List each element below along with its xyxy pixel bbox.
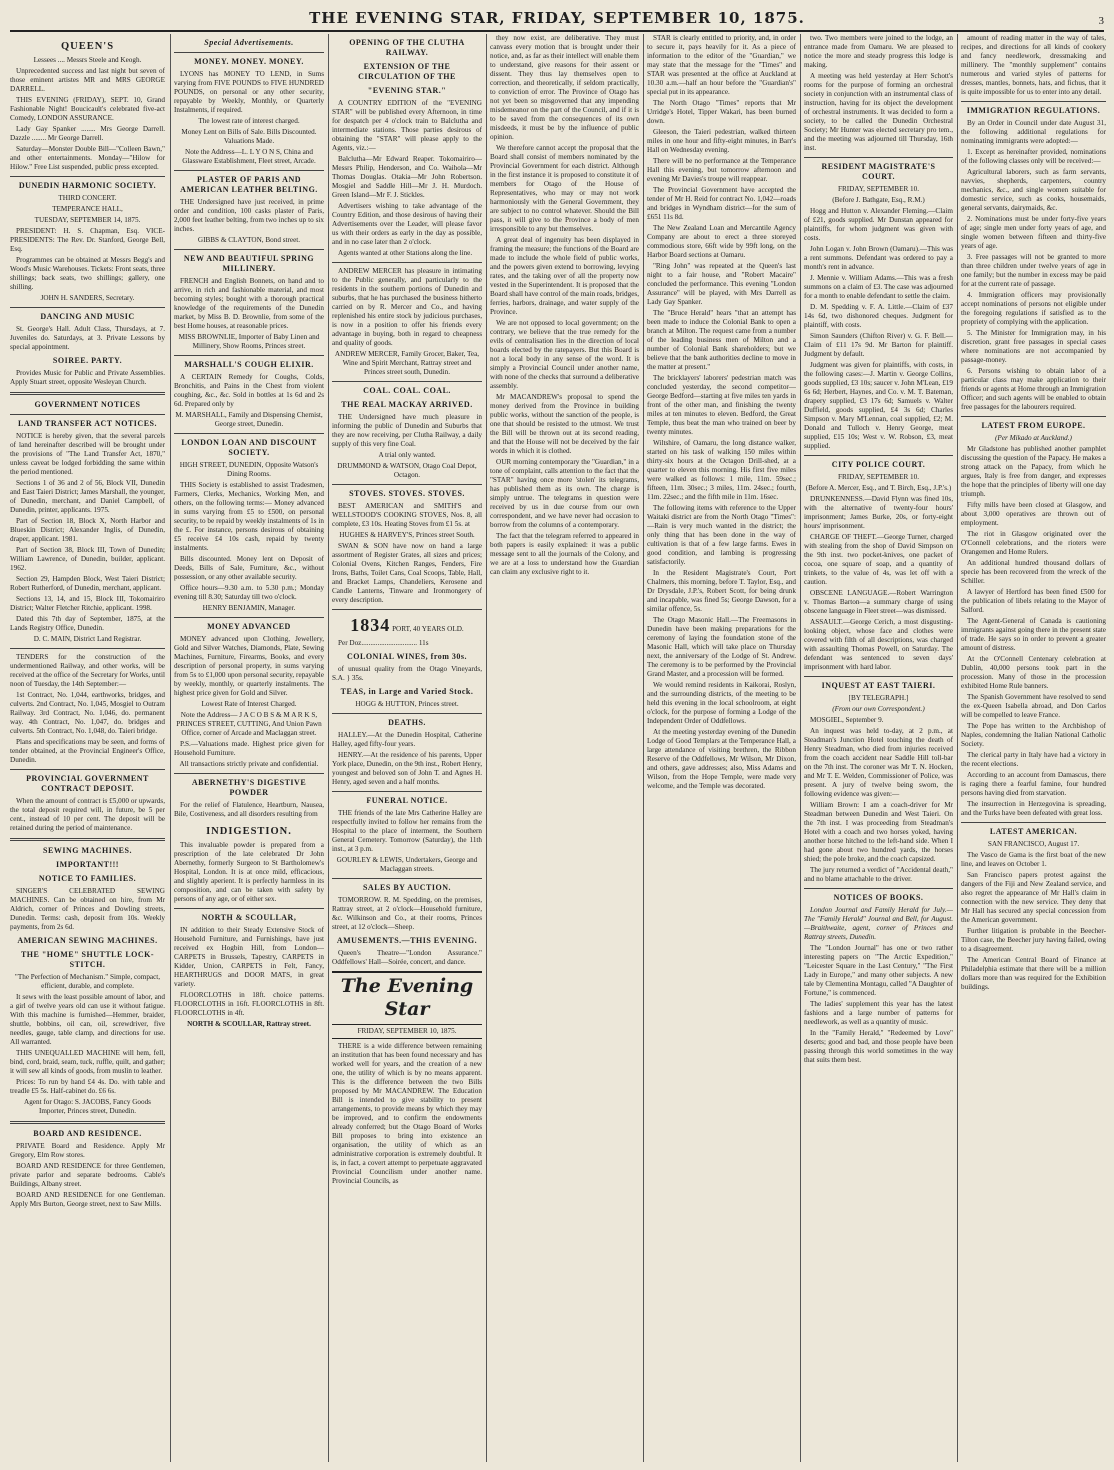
divider — [804, 157, 953, 158]
column-rule — [170, 34, 171, 1462]
text: Part of Section 18, Block X, North Harbor and Blueskin District; Alexander Inglis, of Dunedin, draper, applicant. 1981. — [10, 517, 165, 544]
divider — [332, 262, 482, 263]
paper-nameplate: The Evening Star — [332, 971, 482, 1026]
text: Dated this 7th day of September, 1875, at the Lands Registry Office, Dunedin. — [10, 615, 165, 633]
text: The riot in Glasgow originated over the O'Connell celebrations, and the rioters were Orangemen and Home Rulers. — [961, 530, 1106, 556]
text: M. MARSHALL, Family and Dispensing Chemist, George street, Dunedin. — [175, 411, 323, 428]
text: Saturday—Monster Double Bill—"Colleen Bawn," and other entertainments. Monday—"Hilow for Hilow." Free List suspended, public press excepted. — [10, 145, 165, 172]
heading: DUNEDIN HARMONIC SOCIETY. — [18, 181, 157, 191]
section-heading: BOARD AND RESIDENCE. — [33, 1129, 142, 1139]
heading: TEAS, in Large and Varied Stock. — [340, 686, 474, 696]
text: HENRY.—At the residence of his parents, Upper York place, Dunedin, on the 9th inst., Robert Henry, youngest and beloved son of John T. and Agnes H. Henry, aged seven and a half months. — [332, 750, 482, 786]
divider — [10, 1121, 165, 1124]
divider — [174, 433, 324, 434]
text: NORTH & SCOULLAR, Rattray street. — [187, 1020, 311, 1029]
text: The New Zealand Loan and Mercantile Agency Company are about to erect a three storeyed commodious store, 66ft wide by 99ft long, on the Harbor Board sections at Oamaru. — [647, 224, 796, 259]
text: Gleeson, the Taieri pedestrian, walked thirteen miles in one hour and fifty-eight minutes, in Barr's Hall on Wednesday evening. — [647, 128, 796, 154]
text: An additional hundred thousand dollars of specie has been recovered from the wreck of the Schiller. — [961, 559, 1106, 585]
heading: LAND TRANSFER ACT NOTICES. — [18, 419, 157, 429]
text: PRIVATE Board and Residence. Apply Mr Gregory, Elm Row stores. — [10, 1142, 165, 1160]
text: The "Bruce Herald" hears "that an attempt has been made to induce the Colonial Bank to open a branch at Milton. The request came from a number of the leading business men of Milton and a number of Colonial Bank shareholders; but we believe that the bank authorities decline to move in the matter at present." — [647, 309, 796, 371]
divider — [804, 455, 953, 456]
text: Unprecedented success and last night but seven of those eminent artistes MR and MRS GEORGE DARRELL. — [10, 67, 165, 94]
text: Per Doz............................... 11s — [338, 638, 429, 647]
heading: THE REAL MACKAY ARRIVED. — [341, 400, 473, 409]
text: Simon Saunders (Chifton River) v. G. F. Bell.—Claim of £11 17s 9d. Mr Barton for plaintiff. Judgment by default. — [804, 332, 953, 358]
text: It sews with the least possible amount of labor, and a girl of twelve years old can use it without fatigue. With this machine is furnished—Hemmer, braider, shuttle, bobbins, oil can, oil, screwdriver, five needles, gauge, table clamp, and directions for use. All warranted. — [10, 993, 165, 1047]
text: THERE is a wide difference between remaining an institution that has been found necessary and has worked well for years, and the creation of a new one, the utility of which is by no means apparent. This is the difference between the two Bills proposed by Mr MACANDREW. The Education Bill is intended to give stability to present arrangements, to provide means by which they may be improved, and to confirm the endowments already conferred; but the Otago Board of Works Bill proposes to bring into existence an organisation, the utility of which as an administrative corporation is extremely doubtful. It is, in fact, a covert attempt to perpetuate aggravated Provincial Councilism under another name. Provincial Councils, as — [332, 1042, 482, 1185]
text: FLOORCLOTHS in 18ft. choice patterns. FLOORCLOTHS in 16ft. FLOORCLOTHS in 8ft. FLOORCLOTHS in 4ft. — [174, 991, 324, 1018]
text: ANDREW MERCER has pleasure in intimating to the Public generally, and particularly to the residents in the southern portions of Dunedin and suburbs, that he has purchased the business hitherto carried on by R. Mercer and Co., and having replenished his entire stock by judicious purchases, is now in a position to offer his friends every advantage in buying, both in regard to cheapness and quality of goods. — [332, 267, 482, 347]
heading: NEW AND BEAUTIFUL SPRING MILLINERY. — [183, 254, 315, 273]
text: BOARD AND RESIDENCE for three Gentlemen, private parlor and separate bedrooms. Cable's Buildings, Albany street. — [10, 1162, 165, 1189]
text: amount of reading matter in the way of tales, recipes, and directions for all kinds of cookery and fancy needlework, dressmaking and millinery. The "monthly supplement" contains numerous and varied styles of patterns for dresses, mantles, bonnets, hats, and fichus, that it is quite impossible for us to enter into any detail. — [961, 34, 1106, 96]
text: A meeting was held yesterday at Herr Schott's rooms for the purpose of forming an orchestral society in conjunction with an instrumental class of instruction, having for its object the development of orchestral instruments. It was decided to form a society, to be called the Dunedin Orchestral Society; Mr Hunter was elected secretary pro tem., and the meeting was adjourned till Thursday, 16th inst. — [804, 72, 953, 152]
text: The American Central Board of Finance at Philadelphia estimate that there will be a million dollars more than was required for the Exhibition buildings. — [961, 956, 1106, 991]
column-rule — [328, 34, 329, 1462]
text: STAR is clearly entitled to priority, and, in order to secure it, pays heavily for it. As a piece of information to the editor of the "Guardian," we may state that the message for the "Times" and STAR was presented at the office at Auckland at 10.30 a.m.—half an hour before the "Guardian's" special put in its appearance. — [647, 34, 796, 96]
text: 4. Immigration officers may provisionally accept nominations of persons not eligible under the foregoing regulations if satisfied as to the propriety of complying with the application. — [961, 291, 1106, 326]
text: MISS BROWNLIE, Importer of Baby Linen and Millinery, Show Rooms, Princes street. — [178, 333, 320, 350]
text: A COUNTRY EDITION of the "EVENING STAR" will be published every Afternoon, in time for despatch per 4 o'clock train to Balclutha and intermediate stations. Those parties desirous of obtaining the "STAR" will please apply to the Agents, viz.:— — [332, 99, 482, 152]
text: OUR morning contemporary the "Guardian," in a tone of complaint, calls attention to the fact that the "STAR" having once more 'stolen' its telegrams, has published them as its own. The charge is simply untrue. The telegrams in question were received by us in due course from our own correspondent, and we have never had occasion to borrow from the columns of a contemporary. — [490, 458, 639, 529]
text: ANDREW MERCER, Family Grocer, Baker, Tea, Wine and Spirit Merchant, Rattray street and Princes street south, Dunedin. — [334, 350, 480, 376]
text: Agricultural laborers, such as farm servants, navvies, shepherds, carpenters, country mechanics, &c., and single women suitable for domestic service, such as cooks, housemaids, general servants, dairymaids, &c. — [961, 168, 1106, 212]
text: The following items with reference to the Upper Waitaki district are from the North Otago "Times":—Rain is very much wanted in the district; the only thing that has been done in the way of cultivation is that of a few large farms. Ewes in good condition, and lambing is progressing satisfactorily. — [647, 504, 796, 566]
text: According to an account from Damascus, there is raging there a fearful famine, four hundred persons having died from starvation. — [961, 771, 1106, 797]
text: The lowest rate of interest charged. — [198, 117, 300, 125]
text: By an Order in Council under date August 31, the following additional regulations for nominating immigrants were adopted:— — [961, 119, 1106, 145]
heading: EXTENSION OF THE CIRCULATION OF THE — [358, 62, 456, 81]
text: DRUNKENNESS.—David Flynn was fined 10s, with the alternative of twenty-four hours' imprisonment; James Burke, 20s, or forty-eight hours' imprisonment. — [804, 495, 953, 530]
divider — [332, 381, 482, 382]
heading: DANCING AND MUSIC — [40, 312, 135, 322]
divider — [10, 392, 165, 395]
text: The "London Journal" has one or two rather interesting papers on "The Arctic Expedition," "Leicester Square in the Last Century," "The First Lady in Europe," and many other subjects. A new tale by Clementina Montagu, called "A Daughter of Fortune," is commenced. — [804, 944, 953, 997]
text: (From our own Correspondent.) — [832, 705, 925, 713]
text: THE friends of the late Mrs Catherine Halley are respectfully invited to follow her remains from the Hospital to the place of interment, the Southern General Cemetery. Tomorrow (Saturday), the 11th inst., at 3 p.m. — [332, 808, 482, 853]
text: The Pope has written to the Archbishop of Naples, condemning the Italian National Catholic Society. — [961, 722, 1106, 748]
divider — [174, 908, 324, 909]
heading: MONEY ADVANCED — [207, 622, 291, 631]
text: The insurrection in Herzegovina is spreading, and the Turks have been defeated with great loss. — [961, 800, 1106, 817]
text: LYONS has MONEY TO LEND, in Sums varying from FIVE POUNDS to FIVE HUNDRED POUNDS, on personal or any other security, repayable by Weekly, Monthly, or Quarterly Instalments, if required. — [174, 70, 324, 114]
column-1 — [10, 34, 165, 1462]
column-rule — [486, 34, 487, 1462]
text: London Journal and Family Herald for July.—The "Family Herald" Journal and Bell, for August.—Braithwaite, agent, corner of Princes and Rattray streets, Dunedin. — [804, 906, 953, 941]
text: BEST AMERICAN and SMITH'S and WELLSTOOD'S COOKING STOVES, Nos. 8, all complete, £3 10s. Heating Stoves from £1 5s. at — [332, 502, 482, 528]
heading: CITY POLICE COURT. — [831, 460, 926, 469]
text: The bricklayers' laborers' pedestrian match was concluded yesterday, the second competitor—George Bedford—starting at five miles ten yards in front of the other man, and finishing the twenty miles at ten minutes to eleven. Bedford, the Great Temple, thus beat the man who trained on beer by twenty minutes. — [647, 374, 796, 436]
heading: AMERICAN SEWING MACHINES. — [17, 936, 158, 946]
divider — [174, 355, 324, 356]
text: THIS EVENING (FRIDAY), SEPT. 10, Grand Fashionable Night! Boucicault's celebrated five-act Comedy, LONDON ASSURANCE. — [10, 96, 165, 123]
text: THIS Society is established to assist Tradesmen, Farmers, Clerks, Mechanics, Working Men, and others, on the following terms:— Money advanced in sums varying from £5 to £500, on personal security, to be repaid by weekly instalments of 1s in the £. For instance, persons desirous of obtaining £5 receive £4 10s cash, repaid by twenty instalments. — [174, 481, 324, 552]
text: they now exist, are deliberative. They must canvass every motion that is brought under their notice, and, as far as their intellect will enable them to understand, give reasons for their assent or dissent. They thus lay themselves open to correction, and theoretically, if seldom practically, to conviction of error. The Province of Otago has not yet been so misgoverned that any impending misdemeanor on the part of the Council, and if it is to be saved from the consequences of its own misdeeds, it must be by the influence of public opinion. — [490, 34, 639, 141]
text: Mr Gladstone has published another pamphlet discussing the question of the Papacy. He makes a strong attack on the Papacy, from which he argues, Italy is free from danger, and expresses the hope that the principles of liberty will one day triumph. — [961, 445, 1106, 498]
divider — [174, 249, 324, 250]
text: In the Resident Magistrate's Court, Port Chalmers, this morning, before T. Taylor, Esq., and Dr Drysdale, J.P.'s, Robert Scott, for being drunk and incapable, was fined 5s; George Dawson, for a similar offence, 5s. — [647, 569, 796, 613]
text: THE Undersigned have much pleasure in informing the public of Dunedin and Suburbs that they are now receiving, per Clutha Railway, a daily supply of this very fine Coal. — [332, 413, 482, 448]
text: TOMORROW. R. M. Spedding, on the premises, Rattray street, at 2 o'clock—Household furniture, &c. Wilkinson and Co., at their rooms, Princes street, at 12 o'clock—Sheep. — [332, 895, 482, 931]
divider — [174, 773, 324, 774]
text: John Logan v. John Brown (Oamaru).—This was a rent summons. Defendant was ordered to pay a month's rent in advance. — [804, 245, 953, 271]
text: GOURLEY & LEWIS, Undertakers, George and Maclaggan streets. — [336, 855, 478, 873]
text: San Francisco papers protest against the dangers of the Fiji and New Zealand service, and also regret the appearance of Mr Hall's claim in connection with the new service. They deny that Mr Hall has secured any special concession from the American government. — [961, 871, 1106, 924]
divider — [10, 769, 165, 770]
text: THIS UNEQUALLED MACHINE will hem, fell, bind, cord, braid, seam, tuck, ruffle, quilt, and gather; it will sew all kinds of goods, from muslin to leather. — [10, 1049, 165, 1076]
text: A trial only wanted. — [378, 451, 436, 459]
text: THIRD CONCERT. — [58, 194, 117, 203]
text: The fact that the telegram referred to appeared in both papers is easily explained: it was a public message sent to all the journals of the Colony, and we are at a loss to understand how the Guardian can claim any exclusive right to it. — [490, 532, 639, 576]
text: D. M. Spedding v. F. A. Little.—Claim of £37 14s 6d, two dishonored cheques. Judgment for plaintiff, with costs. — [804, 303, 953, 329]
divider — [332, 484, 482, 485]
text: SWAN & SON have now on hand a large assortment of Register Grates, all sizes and prices; Colonial Ovens, Kitchen Ranges, Fenders, Fire Irons, Baths, Toilet Cans, Coal Scoops, Table, Hall, and Bracket Lamps, Chandeliers, Kerosene and Candle Lanterns, Tinware and Ironmongery of every description. — [332, 542, 482, 604]
column-2 — [174, 34, 324, 1462]
divider — [10, 307, 165, 308]
text: We would remind residents in Kaikorai, Roslyn, and the surrounding districts, of the meeting to be held this evening in the local schoolroom, at eight o'clock, for the purpose of forming a Lodge of the Independent Order of Oddfellows. — [647, 681, 796, 725]
divider — [961, 822, 1106, 823]
divider — [961, 416, 1106, 417]
text: (Before J. Bathgate, Esq., R.M.) — [832, 196, 925, 204]
text: GIBBS & CLAYTON, Bond street. — [197, 236, 301, 244]
text: The ladies' supplement this year has the latest fashions and a large number of patterns for needlework, as well as a quantity of music. — [804, 1000, 953, 1026]
text: CHARGE OF THEFT.—George Turner, charged with stealing from the shop of David Simpson on the 9th inst. two pocket-knives, one packet of cocoa, one square of soap, and a quantity of trinkets, to the value of 4s, was let off with a caution. — [804, 533, 953, 586]
text: THE Undersigned have just received, in prime order and condition, 100 casks plaster of Paris, 2,000 feet leather belting, from two inches up to six inches. — [174, 198, 324, 233]
text: SAN FRANCISCO, August 17. — [987, 840, 1080, 848]
text: The Provincial Government have accepted the tender of Mr H. Reid for contract No. 1,042—roads and bridges in Wyndham district—for the sum of £651 11s 8d. — [647, 186, 796, 221]
section-heading: GOVERNMENT NOTICES — [34, 400, 141, 410]
section-heading: Special Advertisements. — [204, 38, 294, 47]
text: For the relief of Flatulence, Heartburn, Nausea, Bile, Costiveness, and all disorders resulting from — [174, 801, 324, 818]
column-rule — [957, 34, 958, 1462]
divider — [10, 414, 165, 415]
text: Lessees .... Messrs Steele and Keogh. — [33, 56, 142, 65]
column-rule — [800, 34, 801, 1462]
text: St. George's Hall. Adult Class, Thursdays, at 7. Juveniles do. Saturdays, at 3. Private Lessons by special appointment. — [10, 325, 165, 352]
divider — [174, 52, 324, 53]
text: 1st Contract, No. 1,044, earthworks, bridges, and culverts. 2nd Contract, No. 1,045, Mosgiel to Outram Railway. 3rd Contract, No. 1,046, do. permanent way. 4th Contract, No. 1,047, do. bridges and culverts. 5th Contract, No. 1,048, do. Taieri bridge. — [10, 691, 165, 736]
text: We are not opposed to local government; on the contrary, we believe that the true remedy for the evils of centralisation lies in the direction of local boards elected by the ratepayers. But this Board is not a local body in any sense of the word. It is simply a Provincial Council under another name, with none of the checks that surround a deliberative assembly. — [490, 319, 639, 390]
column-5 — [647, 34, 796, 1462]
text: William Brown: I am a coach-driver for Mr Steadman between Dunedin and West Taieri. On the 7th inst. I was proceeding from Steadman's Hotel with a coach and two horses yoked, having another horse hitched to the left-hand side. When I had gone about two hundred yards, the horses shied; the pole broke, and the coach capsized. — [804, 801, 953, 863]
divider — [961, 101, 1106, 102]
text: Money Lent on Bills of Sale. Bills Discounted. Valuations Made. — [181, 128, 317, 145]
text: We therefore cannot accept the proposal that the Board shall consist of members nominated by the Provincial Government for each district. Although in the first instance it is proposed to constitute it of members for Otago of the House of Representatives, who may or may not work harmoniously with the General Government, they are subject to no control whatever. Should the Bill pass, it will give to the Province a body of men irresponsible to any but themselves. — [490, 144, 639, 233]
text: The Spanish Government have resolved to send the ex-Queen Isabella abroad, and Don Carlos will be compelled to leave France. — [961, 693, 1106, 719]
text: Further litigation is probable in the Beecher-Tilton case, the Beecher jury having failed, owing to a disagreement. — [961, 927, 1106, 953]
text: Queen's Theatre—"London Assurance." Oddfellows' Hall—Soirée, concert, and dance. — [332, 948, 482, 966]
text: MOSGIEL, September 9. — [810, 716, 884, 724]
heading: FUNERAL NOTICE. — [366, 795, 448, 805]
text: "The Perfection of Mechanism." Simple, compact, efficient, durable, and complete. — [14, 973, 161, 991]
text: P.S.—Valuations made. Highest price given for Household Furniture. — [174, 740, 324, 757]
heading: MARSHALL'S COUGH ELIXIR. — [184, 360, 314, 369]
heading: IMMIGRATION REGULATIONS. — [966, 106, 1101, 115]
text: 1. Except as hereinafter provided, nominations of the following classes only will be received:— — [961, 148, 1106, 165]
text: There will be no performance at the Temperance Hall this evening, but tomorrow afternoon and evening Mr Davies's troupe will reappear. — [647, 157, 796, 183]
divider — [332, 713, 482, 714]
column-4 — [490, 34, 639, 1462]
divider — [10, 838, 165, 841]
text: The Vasco de Gama is the first boat of the new line, and leaves on October 1. — [961, 851, 1106, 868]
heading: COAL. COAL. COAL. — [363, 386, 451, 395]
text: Lady Gay Spanker ........ Mrs George Darrell. Dazzle ........ Mr George Darrell. — [10, 125, 165, 143]
text: D. C. MAIN, District Land Registrar. — [33, 635, 142, 644]
divider — [174, 170, 324, 171]
text: "Ring John" was repeated at the Queen's last night to a fair house, and "Robert Macaire" concluded the performance. This evening "London Assurance" will be played, with Mrs Darrell as Lady Gay Spanker. — [647, 262, 796, 306]
text: Sections 1 of 36 and 2 of 56, Block VII, Dunedin and East Taieri District; James Marshall, the younger, of Dunedin, merchant, and Daniel Campbell, of Dunedin, printer, applicants. 1975. — [10, 479, 165, 515]
text: Bills discounted. Money lent on Deposit of Deeds, Bills of Sale, Furniture, &c., without possession, or any other available security. — [174, 555, 324, 581]
text: Agents wanted at other Stations along the line. — [338, 249, 473, 257]
text: Fifty mills have been closed at Glasgow, and about 3,000 operatives are thrown out of employment. — [961, 501, 1106, 527]
column-rule — [643, 34, 644, 1462]
text: FRENCH and English Bonnets, on hand and to arrive, in rich and fashionable material, and most becoming styles; bought with a thorough practical knowledge of the requirements of the Dunedin market, by Miss B. D. Brownlie, from some of the best Home houses, at reasonable prices. — [174, 277, 324, 330]
text: Agent for Otago: S. JACOBS, Fancy Goods Importer, Princes street, Dunedin. — [24, 1098, 151, 1116]
column-6 — [804, 34, 953, 1462]
text: A great deal of ingenuity has been displayed in framing the measure; the functions of the Board are made to include the whole field of public works, and the powers given extend to borrowing, levying rates, and the taking over of all the property now vested in the Superintendent. It is proposed that the Board shall have control of the main roads, bridges, ferries, harbors, drainage, and water supply of the Province. — [490, 236, 639, 316]
text: This invaluable powder is prepared from a prescription of the late celebrated Dr John Abernethy, formerly Surgeon to St Bartholomew's Hospital, London. It is at once mild, efficacious, and slightly aperient. It is perfectly harmless in its composition, and can be taken with safety by persons of any age, or of either sex. — [174, 841, 324, 904]
divider — [332, 609, 482, 610]
text: Plans and specifications may be seen, and forms of tender obtained, at the Provincial Engineer's Office, Dunedin. — [10, 738, 165, 765]
text: HENRY BENJAMIN, Manager. — [202, 604, 296, 612]
heading: NORTH & SCOULLAR, — [201, 913, 297, 923]
text: Hogg and Hutton v. Alexander Fleming.—Claim of £21, goods supplied. Mr Dunstan appeared for plaintiffs, for whom judgment was given with costs. — [804, 207, 953, 242]
text: HOGG & HUTTON, Princes street. — [355, 699, 459, 708]
text: Office hours—9.30 a.m. to 5.30 p.m.; Monday evening till 8.30; Saturday till two o'clock. — [174, 584, 324, 601]
text: ASSAULT.—George Cerich, a most disgusting-looking object, whose face and clothes were covered with filth of all descriptions, was charged with assaulting Thomas Powell, on Saturday. The defendant was sentenced to seven days' imprisonment with hard labor. — [804, 618, 953, 671]
heading: NOTICES OF BOOKS. — [833, 893, 924, 902]
text: 5. The Minister for Immigration may, in his discretion, grant free passages in special cases where nominations are not accompanied by passage-money. — [961, 329, 1106, 364]
heading: LONDON LOAN AND DISCOUNT SOCIETY. — [181, 438, 317, 457]
text: TEMPERANCE HALL, — [52, 205, 123, 214]
text: [BY TELEGRAPH.] — [848, 694, 909, 702]
text: OBSCENE LANGUAGE.—Robert Warrington v. Thomas Barton—a summary charge of using obscene language in Fleet street—was dismissed. — [804, 589, 953, 615]
text: Note the Address— J A C O B S & M A R K S, PRINCES STREET, CUTTING, And Union Pawn Office, corner of Arcade and Maclaggan street. — [176, 711, 322, 737]
page-number: 3 — [1098, 15, 1104, 27]
heading: NOTICE TO FAMILIES. — [38, 874, 137, 884]
text: 2. Nominations must be under forty-five years of age; single men under forty years of age, and single women between fifteen and thirty-five years of age. — [961, 215, 1106, 250]
heading: PROVINCIAL GOVERNMENT CONTRACT DEPOSIT. — [26, 774, 149, 794]
text: two. Two members were joined to the lodge, an entrance made from Oamaru. We are pleased to notice the more and steady progress this lodge is making. — [804, 34, 953, 69]
section-heading: SEWING MACHINES. — [43, 846, 132, 856]
text: FRIDAY, SEPTEMBER 10. — [837, 185, 920, 193]
heading: DEATHS. — [388, 717, 426, 727]
text: HUGHES & HARVEY'S, Princes street South. — [339, 531, 475, 539]
text: In the "Family Herald," "Redeemed by Love" deserts; good and bad, and those people have been passing through this world sometimes in the way that suits them best. — [804, 1029, 953, 1064]
masthead — [10, 4, 1104, 32]
divider — [332, 791, 482, 792]
masthead-title: THE EVENING STAR, FRIDAY, SEPTEMBER 10, 1875. — [309, 9, 805, 27]
text: (Before A. Mercer, Esq., and T. Birch, Esq., J.P.'s.) — [805, 484, 952, 492]
text: BOARD AND RESIDENCE for one Gentleman. Apply Mrs Burton, George street, next to Saw Mills. — [10, 1191, 165, 1209]
text: At the meeting yesterday evening of the Dunedin Lodge of Good Templars at the Temperance Hall, a large attendance of visiting brethren, the Ribbon Reserve of the Oddfellows, Mr Wilson, Mr Dixon, and others, gave addresses; also, Miss Adams and Wilson, from the Hope Temple, were made very welcome, and the Temple was decorated. — [647, 728, 796, 790]
text: Wiltshire, of Oamaru, the long distance walker, started on his task of walking 150 miles within thirty-six hours at the Octagon Drill-shed, at a quarter to eleven this morning. His first five miles were walked as follows: 1 mile, 11m. 59sec.; fifteen, 11m. 30sec.; 3 miles, 11m. 24sec.; fourth, 11m. 22sec.; and the fifth mile in 11m. 16sec. — [647, 439, 796, 501]
text: NOTICE is hereby given, that the several parcels of land hereinafter described will be brought under the provisions of "The Land Transfer Act, 1870," unless caveat be lodged forbidding the same within the period mentioned. — [10, 432, 165, 477]
heading: OPENING OF THE CLUTHA RAILWAY. — [349, 38, 465, 57]
heading: 1834 — [350, 615, 391, 635]
text: All transactions strictly private and confidential. — [179, 760, 319, 768]
text: Sections 13, 14, and 15, Block III, Tokomairiro District; Walter Fletcher Ritchie, applicant. 1998. — [10, 595, 165, 613]
divider — [332, 878, 482, 879]
text: Provides Music for Public and Private Assemblies. Apply Stuart street, opposite Wesleyan Church. — [10, 369, 165, 387]
heading: INDIGESTION. — [206, 826, 292, 837]
divider — [804, 676, 953, 677]
text: The clerical party in Italy have had a victory in the recent elections. — [961, 751, 1106, 768]
text: An inquest was held to-day, at 2 p.m., at Steadman's Junction Hotel touching the death of Henry Steadman, who died from injuries received from the coach accident near Saddle Hill toll-bar on the 7th inst. The coroner was Mr T. N. Hocken, and Mr T. E. Welden, Commissioner of Police, was present. A jury of twelve being sworn, the following evidence was given:— — [804, 727, 953, 798]
text: DRUMMOND & WATSON, Otago Coal Depot, Octagon. — [337, 462, 477, 479]
text: TENDERS for the construction of the undermentioned Railway, and other works, will be received at the office of the Secretary for Works, until noon of Tuesday, the 14th September:— — [10, 653, 165, 689]
text: PRESIDENT: H. S. Chapman, Esq. VICE-PRESIDENTS: The Rev. Dr. Stanford, George Bell, Esq. — [10, 227, 165, 254]
text: HIGH STREET, DUNEDIN, Opposite Watson's Dining Rooms. — [179, 461, 319, 478]
heading: INQUEST AT EAST TAIERI. — [821, 681, 936, 690]
text: Advertisers wishing to take advantage of the Country Edition, and those desirous of having their Advertisements over the Leader, will please favor us with their orders as early in the day as possible, and in no case later than 2 o'clock. — [332, 202, 482, 246]
text: Balclutha—Mr Edward Reaper. Tokomairiro—Messrs Philip, Henderson, and Co. Waihola—Mr Thomas Douglas. Otakia—Mr John Robertson. Mosgiel and Saddle Hill—Mr J. H. Murdoch. Green Island—Mr F. J. Stickles. — [332, 155, 482, 199]
heading: COLONIAL WINES, from 30s. — [347, 651, 467, 661]
dateline: FRIDAY, SEPTEMBER 10, 1875. — [332, 1027, 482, 1039]
text: Judgment was given for plaintiffs, with costs, in the following cases:—J. Martin v. George Collins, goods supplied, £3 10s; saucer v. John M'Lean, £19 6s 6d; Herbert, Haynes, and Co. v. M. T. Bateman, drapery supplied, £3 17s 6d; Samuels v. Walter Duffield, goods supplied, £4 3s 6d; Charles Simpson v. Mary M'Lennan, coal supplied, £2; M. Donald and Tulloch v. Henry George, meat supplied, £15 10s; West v. W. Robson, £3, meat supplied. — [804, 361, 953, 450]
text: 3. Free passages will not be granted to more than three children under twelve years of age in one family; but the number in excess may be paid for at the current rate of passage. — [961, 253, 1106, 288]
text: PORT, 40 YEARS OLD. — [392, 625, 464, 633]
heading: ABERNETHY'S DIGESTIVE POWDER — [191, 778, 307, 797]
text: A CERTAIN Remedy for Coughs, Colds, Bronchitis, and Pains in the Chest from violent coughing, &c., &c. Sold in bottles at 1s 6d and 2s 6d. Prepared only by — [174, 373, 324, 408]
heading: THE "HOME" SHUTTLE LOCK-STITCH. — [20, 950, 155, 970]
heading: LATEST AMERICAN. — [989, 827, 1078, 836]
heading: AMUSEMENTS.—THIS EVENING. — [336, 935, 478, 945]
text: The Otago Masonic Hall.—The Freemasons in Dunedin have been making preparations for the ceremony of laying the foundation stone of the Masonic Hall, which will take place on Thursday next, the anniversary of the Lodge of St. Andrew. The ceremony is to be performed by the Provincial Grand Master, and a procession will be formed. — [647, 616, 796, 678]
heading: QUEEN'S — [60, 41, 115, 52]
text: HALLEY.—At the Dunedin Hospital, Catherine Halley, aged fifty-four years. — [332, 730, 482, 748]
text: JOHN H. SANDERS, Secretary. — [40, 294, 135, 303]
text: MONEY advanced upon Clothing, Jewellery, Gold and Silver Watches, Diamonds, Plate, Sewing Machines, Furniture, Firearms, Books, and every description of personal property, in sums varying from 5s to £1,000 upon personal security, repayable by weekly, monthly, or quarterly instalments. The highest price given for Gold and Silver. — [174, 635, 324, 697]
divider — [10, 648, 165, 649]
text: (Per Mikado at Auckland.) — [995, 434, 1072, 442]
text: Note the Address—L. L Y O N S, China and Glassware Establishment, Fleet street, Arcade. — [182, 148, 316, 165]
text: Mr MACANDREW's proposal to spend the money derived from the Province in building public works, without the sanction of the people, is one that should be resisted to the utmost. We trust the Bill will be thrown out at its second reading, and that the House will not be deceived by the fair words in which it is clothed. — [490, 393, 639, 455]
heading: PLASTER OF PARIS AND AMERICAN LEATHER BELTING. — [180, 175, 318, 194]
heading: RESIDENT MAGISTRATE'S COURT. — [821, 162, 936, 181]
heading: STOVES. STOVES. STOVES. — [349, 489, 465, 498]
heading: "EVENING STAR." — [367, 86, 447, 95]
divider — [174, 617, 324, 618]
text: IN addition to their Steady Extensive Stock of Household Furniture, and Furnishings, have just received ex Hogbin Hill, from London— CARPETS in Brussels, Tapestry, CARPETS in Kidder, Union, CARPETS in Felt, Fancy, HEARTHRUGS and DOOR MATS, in great variety. — [174, 926, 324, 989]
divider — [10, 176, 165, 177]
text: A lawyer of Hertford has been fined £500 for the publication of libels relating to the Mayor of Salford. — [961, 588, 1106, 614]
text: FRIDAY, SEPTEMBER 10. — [837, 473, 920, 481]
text: of unusual quality from the Otago Vineyards, S.A. } 35s. — [332, 664, 482, 682]
text: The jury returned a verdict of "Accidental death," and no blame attachable to the driver. — [804, 866, 953, 883]
text: Section 29, Hampden Block, West Taieri District; Robert Rutherford, of Dunedin, merchant, applicant. — [10, 575, 165, 593]
text: The Agent-General of Canada is cautioning immigrants against going there in the present state of trade. He says so in order to prevent a greater amount of distress. — [961, 617, 1106, 652]
column-7 — [961, 34, 1106, 1462]
text: J. Mennie v. William Adams.—This was a fresh summons on a claim of £3. The case was adjourned for a month to enable defendant to settle the claim. — [804, 274, 953, 300]
text: Prices: To run by hand £4 4s. Do. with table and treadle £5 5s. Half-cabinet do. £6 6s. — [10, 1078, 165, 1096]
text: Programmes can be obtained at Messrs Begg's and Wood's Music Warehouses. Tickets: Front seats, three shillings; back seats, two shillings; gallery, one shilling. — [10, 256, 165, 292]
heading: LATEST FROM EUROPE. — [981, 421, 1086, 430]
heading: SOIREE. PARTY. — [52, 356, 123, 366]
heading: MONEY. MONEY. MONEY. — [194, 57, 304, 66]
heading: IMPORTANT!!! — [56, 860, 119, 870]
text: Part of Section 38, Block III, Town of Dunedin; William Lawrence, of Dunedin, builder, applicant. 1962. — [10, 546, 165, 573]
text: Lowest Rate of Interest Charged. — [201, 700, 297, 708]
column-3 — [332, 34, 482, 1462]
text: At the O'Connell Centenary celebration at Dublin, 40,000 persons took part in the procession. Many of those in the procession exhibited Home Rule banners. — [961, 655, 1106, 690]
heading: SALES BY AUCTION. — [362, 882, 451, 892]
text: SINGER'S CELEBRATED SEWING MACHINES. Can be obtained on hire, from Mr Aldrich, corner of Princes and Dowling streets, Dunedin. Terms: cash, deposit from 10s. Weekly payments, from 2s 6d. — [10, 887, 165, 932]
text: TUESDAY, SEPTEMBER 14, 1875. — [34, 216, 141, 225]
text: The North Otago "Times" reports that Mr Urridge's Hotel, Tipper Wakari, has been burned down. — [647, 99, 796, 125]
text: 6. Persons wishing to obtain labor of a particular class may make application to their friends or agents at Home through an Immigration Officer; and such agents will be enabled to obtain free passages for the labourers required. — [961, 367, 1106, 411]
text: When the amount of contract is £5,000 or upwards, the total deposit required will, in future, be 5 per cent., instead of 10 per cent. The deposit will be retained during the period of maintenance. — [10, 797, 165, 833]
divider — [804, 888, 953, 889]
